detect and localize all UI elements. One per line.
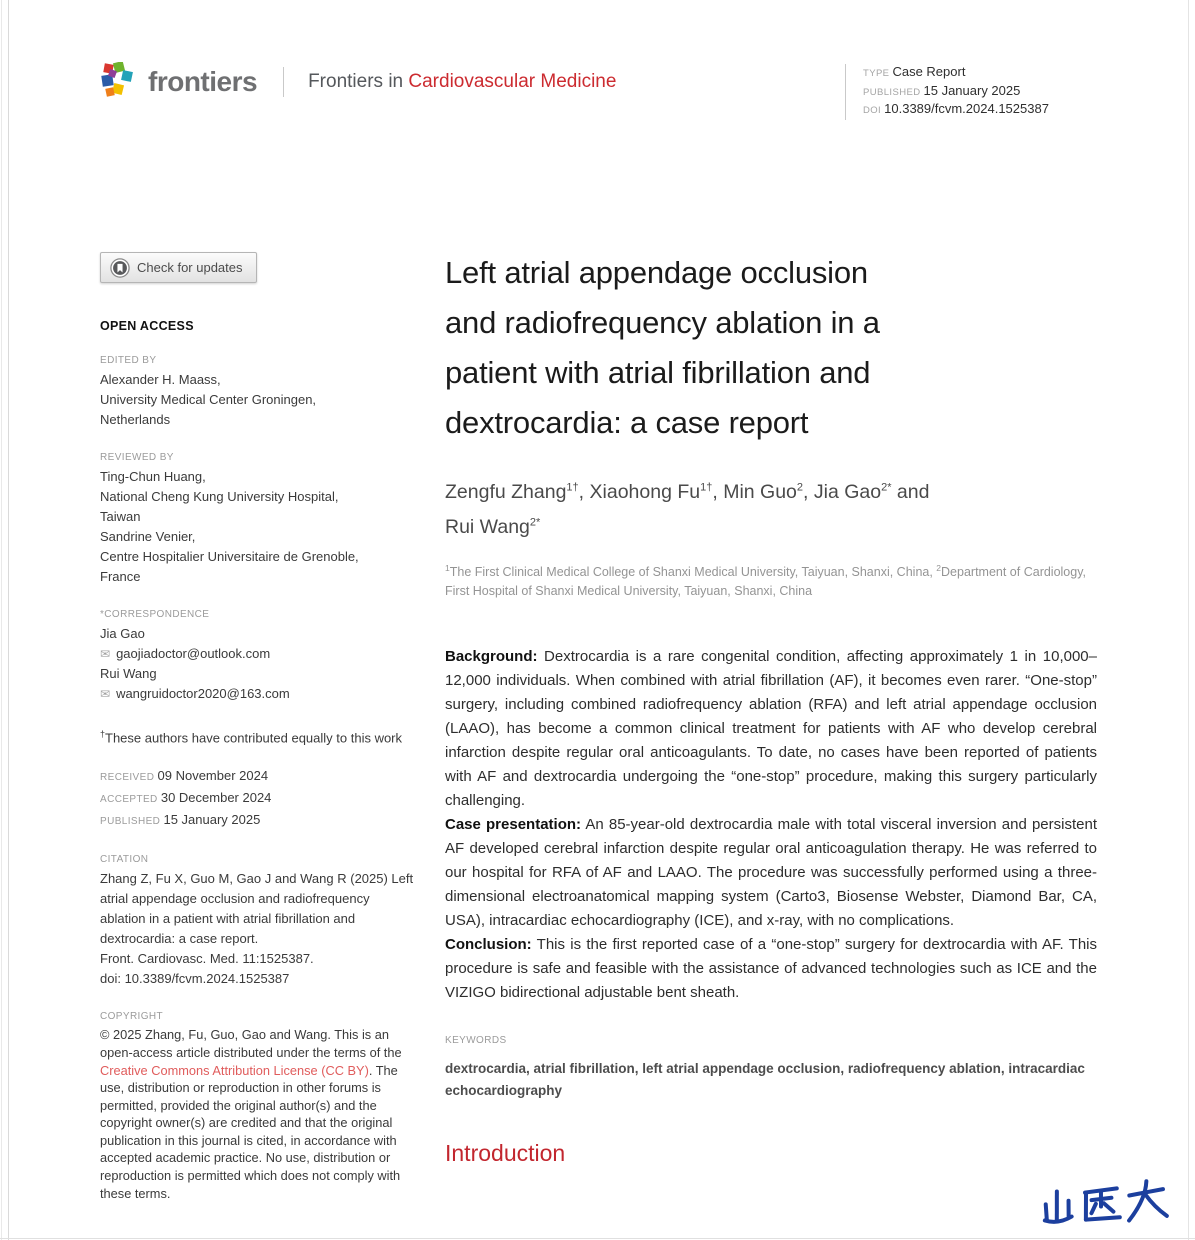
reviewed-by-line: Taiwan	[100, 509, 141, 524]
author: Xiaohong $Fu^{1\dagger}$,	[589, 480, 724, 503]
edited-by-line: Alexander H. Maass,	[100, 372, 221, 387]
page-edge-left-inner	[8, 0, 9, 1240]
journal-title	[308, 71, 616, 93]
page-edge-right	[1188, 0, 1189, 1240]
abstract-conclusion-text: This is the first reported case of a “one-stop” surgery for dextrocardia with AF. This procedure is safe and feasible with the assistance of advanced technologies such as ICE and the VIZIGO bidirectional adjustable bent sheath.	[445, 936, 1097, 1002]
published-label: PUBLISHED	[100, 816, 164, 828]
reviewed-by-line: Sandrine Venier,	[100, 529, 196, 544]
received-date	[100, 766, 418, 788]
received-label: RECEIVED	[100, 772, 158, 784]
correspondence-label: *CORRESPONDENCE	[100, 609, 210, 620]
copyright-before: © 2025 Zhang, Fu, Guo, Gao and Wang. This is an open-access article distributed under the terms of the	[100, 1027, 402, 1060]
meta-type-value: Case Report	[892, 64, 966, 79]
citation-label: CITATION	[100, 854, 149, 866]
title-line: dextrocardia: a case report	[445, 405, 809, 440]
affiliations	[445, 559, 1097, 601]
title-line: and radiofrequency ablation in a	[445, 305, 880, 340]
author: Zengfu Zhang$^{1\dagger}$,	[445, 480, 590, 503]
abstract-conclusion	[445, 933, 1097, 1005]
correspondence-email-link[interactable]: wangruidoctor2020@163.com	[116, 686, 290, 701]
journal-prefix: Frontiers in	[308, 71, 409, 92]
meta-type-label: TYPE	[863, 68, 893, 79]
author: Min Guo$^2$,	[723, 480, 814, 503]
reviewed-by-line: France	[100, 569, 141, 584]
abstract-conclusion-label: Conclusion:	[445, 936, 532, 954]
author: Rui Wang$^{2*}$	[445, 516, 541, 538]
meta-doi-label: DOI	[863, 105, 885, 116]
shanxi-medical-calligraphy-icon	[1038, 1178, 1178, 1234]
abstract-case-label: Case presentation:	[445, 816, 582, 834]
envelope-icon: ✉	[100, 647, 111, 661]
meta-type	[863, 64, 1100, 83]
creative-commons-link[interactable]: Creative Commons Attribution License (CC BY)	[100, 1062, 369, 1078]
envelope-icon: ✉	[100, 687, 111, 701]
check-for-updates-button[interactable]	[100, 252, 257, 283]
reviewed-by-line: Centre Hospitalier Universitaire de Grenoble,	[100, 549, 359, 564]
affiliation: $^1$The First Clinical Medical College of Shanxi Medical University, Taiyuan, Shanxi, China,	[445, 563, 937, 580]
copyright-after: . The use, distribution or reproduction in other forums is permitted, provided the original author(s) and the copyright owner(s) are credited and that the original publication in this journal is cited, in accordance with accepted academic practice. No use, distribution or reproduction is permitted which does not comply with these terms.	[100, 1062, 401, 1201]
brand-divider	[283, 67, 284, 97]
accepted-value: 30 December 2024	[160, 790, 272, 806]
crossmark-icon	[110, 258, 130, 278]
article-dates	[100, 766, 418, 832]
correspondence-email-link[interactable]: gaojiadoctor@outlook.com	[116, 646, 271, 661]
frontiers-logo-icon	[100, 62, 136, 102]
article-meta-block	[845, 64, 1100, 120]
title-line: Left atrial appendage occlusion	[445, 255, 868, 290]
edited-by-line: Netherlands	[100, 412, 171, 427]
abstract-background	[445, 645, 1097, 813]
published-date	[100, 810, 418, 832]
copyright-label: COPYRIGHT	[100, 1011, 164, 1023]
keywords-text: dextrocardia, atrial fibrillation, left atrial appendage occlusion, radiofrequency ablation, intracardiac echocardiography	[445, 1061, 1085, 1099]
reviewed-by-line: National Cheng Kung University Hospital,	[100, 489, 339, 504]
abstract-case-text: An 85-year-old dextrocardia male with total visceral inversion and persistent AF developed cerebral infarction despite regular oral anticoagulation therapy. He was referred to our hospital for RFA of AF and LAAO. The procedure was successfully performed using a three-dimensional electroanatomical mapping system (Carto3, Biosense Webster, Diamond Bar, CA, USA), intracardiac echocardiography (ICE), and x-ray, with no complications.	[445, 816, 1097, 930]
copyright-text	[100, 1026, 418, 1202]
affiliation: $^2$Department of Cardiology, First Hospital of Shanxi Medical University, Taiyuan, Shanxi, China	[445, 563, 1087, 599]
published-value: 15 January 2025	[163, 812, 261, 828]
author-list	[445, 472, 1097, 543]
dagger-sup: †	[100, 729, 106, 739]
open-access-badge: OPEN ACCESS	[100, 319, 194, 333]
meta-published-value: 15 January 2025	[923, 82, 1021, 98]
citation-journal-line: Front. Cardiovasc. Med. 11:1525387.	[100, 951, 314, 967]
accepted-date	[100, 788, 418, 810]
received-value: 09 November 2024	[157, 768, 269, 784]
university-watermark	[1038, 1178, 1178, 1234]
reviewed-by-label: REVIEWED BY	[100, 452, 174, 463]
article-info-sidebar	[100, 252, 418, 1202]
title-line: patient with atrial fibrillation and	[445, 355, 871, 390]
abstract-background-text: Dextrocardia is a rare congenital condition, affecting approximately 1 in 10,000–12,000 individuals. When combined with atrial fibrillation (AF), it becomes even rarer. “One-stop” surgery, including combined radiofrequency ablation (RFA) and left atrial appendage occlusion (LAAO), has become a common clinical treatment for patients with AF who develop cerebral infarction despite regular oral anticoagulants. To date, no cases have been reported of patients with AF and dextrocardia undergoing the “one-stop” procedure, making this surgery particularly challenging.	[445, 648, 1097, 810]
equal-contribution-text: These authors have contributed equally to this work	[105, 730, 403, 746]
author: Jia Gao$^{2*}$ and	[813, 480, 930, 503]
correspondence-name: Jia Gao	[100, 626, 145, 641]
reviewed-by-line: Ting-Chun Huang,	[100, 469, 206, 484]
page-edge-bottom	[0, 1238, 1195, 1239]
article-title	[445, 248, 1097, 448]
frontiers-wordmark: frontiers	[148, 66, 258, 97]
citation-body: Zhang Z, Fu X, Guo M, Gao J and Wang R (2025) Left atrial appendage occlusion and radiofrequency ablation in a patient with atrial fibrillation and dextrocardia: a case report.	[100, 871, 414, 947]
correspondence-email-row	[100, 644, 418, 664]
article-main	[445, 248, 1097, 1167]
page-edge-left-outer	[1, 0, 2, 1240]
meta-doi-value: 10.3389/fcvm.2024.1525387	[884, 101, 1049, 116]
meta-published-label: PUBLISHED	[863, 86, 924, 98]
meta-doi	[863, 101, 1100, 120]
abstract-background-label: Background:	[445, 648, 538, 666]
keywords-label: KEYWORDS	[445, 1035, 507, 1047]
journal-name: Cardiovascular Medicine	[408, 71, 617, 92]
edited-by-label: EDITED BY	[100, 355, 157, 366]
abstract-case-presentation	[445, 813, 1097, 933]
correspondence-name: Rui Wang	[100, 666, 157, 681]
check-for-updates-label: Check for updates	[137, 260, 243, 275]
introduction-heading: Introduction	[445, 1140, 566, 1167]
journal-header	[100, 62, 1100, 122]
citation-text	[100, 869, 418, 989]
correspondence-email-row	[100, 684, 418, 704]
equal-contribution-note	[100, 724, 418, 748]
abstract	[445, 645, 1097, 1005]
accepted-label: ACCEPTED	[100, 794, 161, 806]
edited-by-line: University Medical Center Groningen,	[100, 392, 317, 407]
meta-published	[863, 83, 1100, 102]
citation-doi-line: doi: 10.3389/fcvm.2024.1525387	[100, 971, 290, 987]
